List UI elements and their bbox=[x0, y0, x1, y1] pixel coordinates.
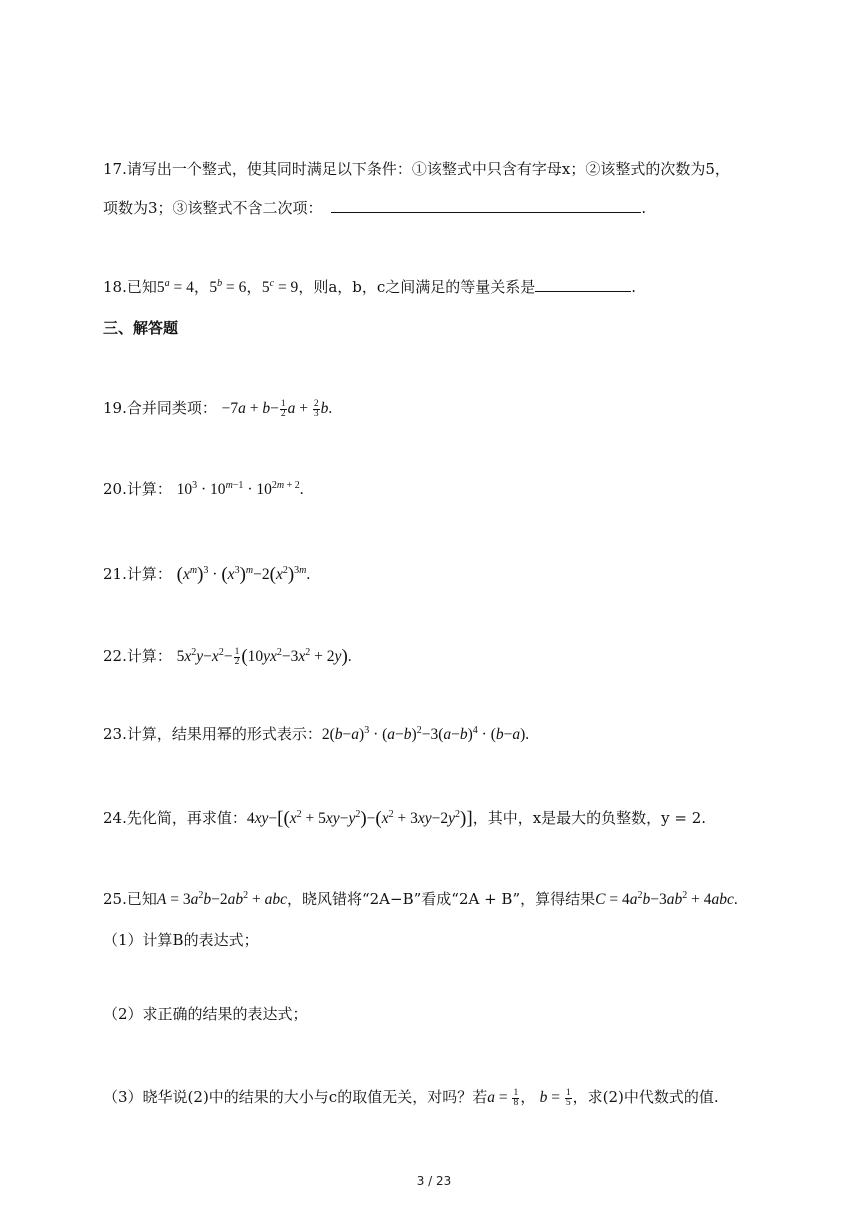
section-heading-text: 三、解答题 bbox=[103, 319, 179, 337]
question-25-mistake: ，晓风错将“2A−B”看成“2A + B”，算得结果 bbox=[286, 890, 596, 908]
question-25-definition: $A = 3a^2b-2ab^2$ + abc bbox=[156, 890, 287, 908]
question-25-part-3-values: a = $\frac{1}{8}$ ， b = $\frac{1}{5}$ bbox=[487, 1087, 571, 1108]
question-23-expression: $2(b-a)^3 \cdot (a-b)^2-3(a-b)^4 \cdot (b-a)$. bbox=[321, 725, 530, 743]
answer-blank-18[interactable] bbox=[535, 277, 631, 292]
question-17-text-2: 项数为3；③该整式不含二次项： bbox=[103, 199, 323, 217]
question-24 bbox=[103, 807, 808, 830]
question-18-given: $5^a = 4$，$5^b = 6$，$5^c = 9$ bbox=[156, 278, 299, 296]
question-18-period: . bbox=[631, 278, 637, 296]
question-21-expression: $(x^m)^3 \cdot (x^3)^m-2(x^2)^{3m}$. bbox=[176, 564, 311, 585]
question-25-part-1-text: （1）计算B的表达式； bbox=[103, 931, 259, 949]
question-24-label: 24.先化简，再求值： bbox=[103, 809, 247, 827]
question-19-expression: −7a + b− $\frac{1}{2}$ a + $\frac{2}{3}$ b. bbox=[221, 398, 333, 419]
question-21-label: 21.计算： bbox=[103, 565, 172, 583]
answer-blank-17[interactable] bbox=[331, 198, 641, 213]
question-17-line-2 bbox=[103, 197, 808, 219]
question-18 bbox=[103, 276, 808, 299]
question-25-part-2 bbox=[103, 1003, 808, 1025]
section-heading bbox=[103, 317, 808, 339]
question-25-part-1 bbox=[103, 929, 808, 951]
question-25-part-3 bbox=[103, 1086, 808, 1109]
question-19 bbox=[103, 397, 808, 420]
question-20-expression: $10^3 \cdot 10^{m-1} \cdot 10^{2m + 2}$. bbox=[176, 480, 304, 498]
question-17-period: . bbox=[641, 199, 647, 217]
question-24-condition: ，其中，x是最大的负整数，y = 2. bbox=[472, 809, 707, 827]
question-18-prompt: ，则a，b，c之间满足的等量关系是 bbox=[298, 278, 536, 296]
question-17-line-1 bbox=[103, 158, 808, 180]
question-20-label: 20.计算： bbox=[103, 480, 172, 498]
question-25 bbox=[103, 888, 808, 911]
question-23-label: 23.计算，结果用幂的形式表示： bbox=[103, 725, 322, 743]
question-25-result: $C = 4a^2b-3ab^2 + 4abc$. bbox=[595, 890, 738, 908]
question-17-text: 17.请写出一个整式，使其同时满足以下条件：①该整式中只含有字母x；②该整式的次数为5， bbox=[103, 160, 730, 178]
question-22-expression: $5x^2y-x^2-$ $\frac{1}{2}$ $(10yx^2-3x^2 + 2y)$. bbox=[176, 646, 352, 667]
question-20 bbox=[103, 478, 808, 501]
question-24-expression: $4xy-[(x^2 + 5xy-y^2)-(x^2 + 3xy-2y^2)]$ bbox=[246, 808, 473, 829]
question-25-label: 25.已知 bbox=[103, 890, 157, 908]
question-25-part-3-text-2: ，求(2)中代数式的值. bbox=[572, 1088, 719, 1106]
question-23 bbox=[103, 723, 808, 746]
question-18-label: 18.已知 bbox=[103, 278, 157, 296]
question-25-part-3-text: （3）晓华说(2)中的结果的大小与c的取值无关，对吗？若 bbox=[103, 1088, 488, 1106]
question-22-label: 22.计算： bbox=[103, 647, 172, 665]
question-21 bbox=[103, 563, 808, 586]
question-19-label: 19.合并同类项： bbox=[103, 399, 217, 417]
question-22 bbox=[103, 645, 808, 668]
question-25-part-2-text: （2）求正确的结果的表达式； bbox=[103, 1005, 308, 1023]
page-number: 3 / 23 bbox=[416, 1174, 452, 1188]
